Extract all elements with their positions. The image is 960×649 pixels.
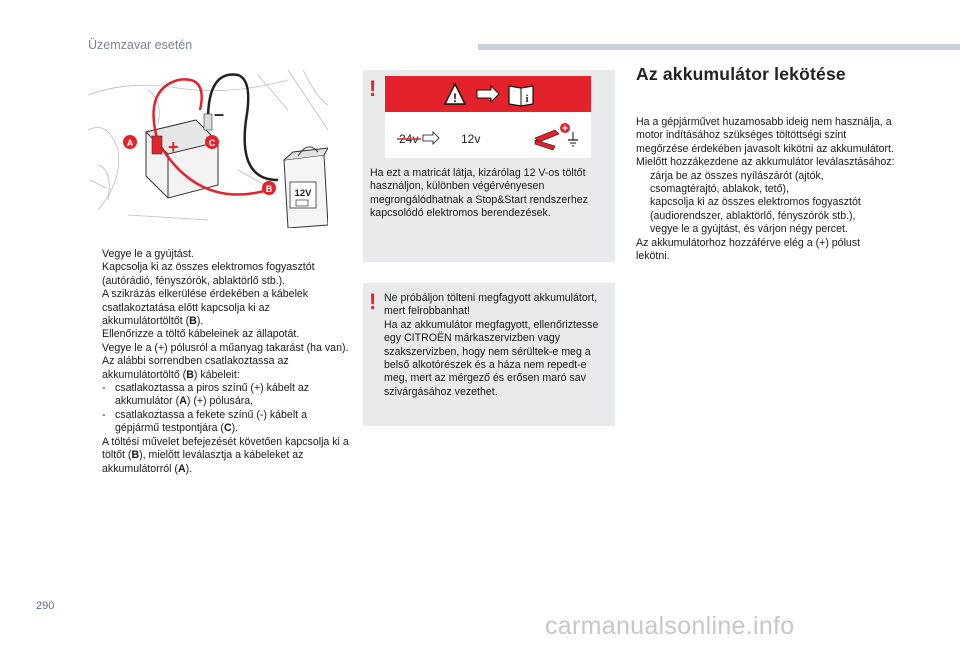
bullet-marker	[88, 261, 102, 288]
dash-marker: -	[102, 408, 106, 421]
label-b: B	[265, 184, 273, 194]
bullet-marker	[636, 170, 650, 197]
label-a: A	[126, 138, 134, 148]
minus-sign: –	[214, 104, 225, 124]
bullet-marker	[636, 196, 650, 223]
instruction-text: A töltési művelet befejezését követően kapcsolja ki a töltőt (B), mielőtt leválasztja a kábeleket az akkumulátorról (A).	[102, 435, 349, 475]
bullet-marker	[88, 328, 102, 341]
info-symbol: i	[525, 94, 529, 105]
section-bullet-item	[636, 170, 896, 197]
instruction-item	[88, 342, 350, 355]
charger-voltage-label: 12V	[294, 188, 312, 199]
warning-box-2-text: Ne próbáljon tölteni megfagyott akkumulátort, mert felrobbanhat! Ha az akkumulátor megfagyott, ellenőriztesse egy CITROËN márkaszervizben vagy szakszervizben, hogy nem sérültek-e meg a belső alkotórészek és a háza nem repedt-e meg, mert az mérgező és erősen maró sav szivárgásához vezethet.	[384, 292, 599, 398]
section-bullet-item	[636, 223, 896, 236]
instruction-text: Kapcsolja ki az összes elektromos fogyasztót (autórádió, fényszórók, ablaktörlő stb.).	[102, 261, 315, 287]
section-outro: Az akkumulátorhoz hozzáférve elég a (+) pólust lekötni.	[636, 236, 861, 263]
instruction-item	[88, 355, 350, 382]
plus-sign: +	[168, 137, 179, 157]
header-bar	[478, 44, 960, 50]
watermark: carmanualsonline.info	[545, 612, 795, 640]
bullet-marker	[88, 436, 102, 476]
instruction-text: Vegye le a (+) pólusról a műanyag takarást (ha van).	[102, 341, 349, 354]
instruction-item	[88, 288, 350, 328]
label-c: C	[208, 138, 216, 148]
jumper-clamp-icon	[535, 123, 578, 150]
section-bullet-list	[636, 170, 896, 237]
instruction-item	[88, 328, 350, 341]
header-title: Üzemzavar esetén	[88, 38, 193, 52]
instruction-item	[88, 261, 350, 288]
section-title: Az akkumulátor lekötése	[636, 64, 846, 84]
section-bullet-text: vegye le a gyújtást, és várjon négy percet.	[650, 223, 848, 236]
charger-drawing	[284, 147, 328, 228]
instruction-text: Ellenőrizze a töltő kábeleinek az állapotát.	[102, 328, 300, 341]
instruction-text: Az alábbi sorrendben csatlakoztassa az akkumulátortöltő (B) kábeleit:	[102, 355, 289, 381]
instruction-subitem	[88, 382, 350, 409]
instruction-item	[88, 436, 350, 476]
warning-symbol: !	[453, 91, 457, 105]
dash-marker: -	[102, 382, 106, 395]
instruction-text: csatlakoztassa a fekete színű (-) kábelt a gépjármű testpontjára (C).	[115, 408, 307, 435]
section-lead: Mielőtt hozzákezdene az akkumulátor leválasztásához:	[636, 156, 895, 169]
instruction-text: csatlakoztassa a piros színű (+) kábelt az akkumulátor (A) (+) pólusára,	[115, 382, 310, 408]
battery-charging-illustration	[88, 70, 328, 228]
warning-box-1-text: Ha ezt a matricát látja, kizárólag 12 V-os töltőt használjon, különben végérvényesen megrongálódhatnak a Stop&Start rendszerhez kapcsolódó elektromos berendezések.	[370, 167, 588, 220]
instruction-subitem	[88, 409, 350, 436]
disconnect-text	[636, 116, 896, 263]
decal-symbols	[385, 76, 591, 158]
section-intro: Ha a gépjárművet huzamosabb ideig nem használja, a motor indításához szükséges töltöttségi szint megőrzése érdekében javasolt kikötni az akkumulátort.	[636, 116, 894, 155]
arrow-right-icon	[477, 86, 499, 102]
warning-mark-2: !	[369, 289, 377, 314]
instruction-text: A szikrázás elkerülése érdekében a kábelek csatlakoztatása előtt kapcsolja ki az akkumulátortöltőt (B).	[102, 288, 309, 328]
charging-instructions	[88, 248, 350, 476]
section-bullet-item	[636, 196, 896, 223]
instruction-item	[88, 248, 350, 261]
bullet-marker	[636, 223, 650, 236]
battery-drawing	[146, 120, 218, 198]
voltage-ok: 12v	[461, 132, 481, 146]
warning-mark-1: !	[369, 76, 377, 101]
bullet-marker	[88, 355, 102, 382]
page-number: 290	[36, 600, 55, 612]
stop-start-decal	[385, 76, 591, 158]
voltage-crossed: 24v	[399, 132, 419, 146]
section-bullet-text: kapcsolja ki az összes elektromos fogyasztót (audiorendszer, ablaktörlő, fényszórók stb.),	[650, 196, 861, 222]
bullet-marker	[88, 288, 102, 328]
arrow-icon-small	[423, 132, 439, 144]
section-bullet-text: zárja be az összes nyílászárót (ajtók, csomagtérajtó, ablakok, tető),	[650, 169, 824, 196]
bullet-marker	[88, 248, 102, 261]
bullet-marker	[88, 342, 102, 355]
instruction-text: Vegye le a gyújtást.	[102, 248, 194, 260]
